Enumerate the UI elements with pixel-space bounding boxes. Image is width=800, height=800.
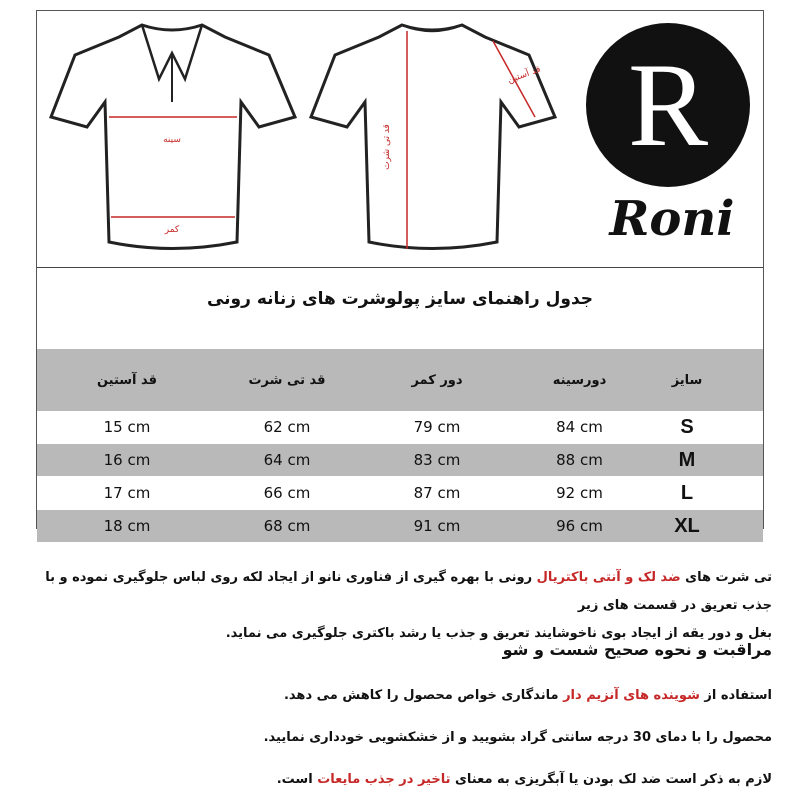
table-cell: 18 cm — [103, 517, 151, 535]
care-item-3: لازم به ذکر است ضد لک بودن یا آبگریزی به معنای تاخیر در جذب مایعات است. — [276, 772, 772, 787]
description-highlight: ضد لک و آنتی باکتریال — [536, 570, 681, 585]
size-cell: S — [680, 415, 694, 438]
care-item-1-highlight: شوینده های آنزیم دار — [563, 688, 700, 703]
table-cell: 84 cm — [556, 418, 603, 436]
size-cell: L — [680, 481, 694, 504]
table-cell: 15 cm — [103, 418, 151, 436]
table-cell: 96 cm — [556, 517, 603, 535]
shirt-length-label: قد تی شرت — [382, 124, 392, 170]
waist-label: کمر — [164, 225, 180, 235]
shirt-front-diagram — [47, 17, 297, 267]
description-line-2: بغل و دور یقه از ایجاد بوی ناخوشایند تعریق و جذب یا رشد باکتری جلوگیری می نماید. — [225, 626, 772, 641]
table-cell: 66 cm — [263, 484, 311, 502]
table-row — [37, 411, 763, 443]
table-cell: 62 cm — [263, 418, 311, 436]
size-cell: M — [678, 448, 696, 471]
header-shirt-length: قد تی شرت — [248, 372, 326, 388]
table-cell: 88 cm — [556, 451, 603, 469]
size-table — [37, 349, 763, 542]
size-cell: XL — [674, 514, 700, 537]
description-line-1: تی شرت های ضد لک و آنتی باکتریال رونی با بهره گیری از فناوری نانو از ایجاد لکه روی لباس جلوگیری نموده و با جذب تعریق در قسمت های زیر — [45, 570, 772, 613]
sleeve-length-label: قد آستین — [506, 64, 543, 86]
care-item-3-highlight: تاخیر در جذب مایعات — [317, 772, 451, 787]
header-size: سایز — [671, 372, 703, 388]
divider — [37, 267, 763, 268]
table-cell: 83 cm — [413, 451, 461, 469]
shirt-back-diagram — [307, 17, 557, 267]
header-waist: دور کمر — [411, 372, 463, 388]
table-cell: 79 cm — [413, 418, 461, 436]
table-row — [37, 510, 763, 542]
care-item-1: استفاده از شوینده های آنزیم دار ماندگاری خواص محصول را کاهش می دهد. — [283, 688, 772, 703]
chest-label: سینه — [163, 135, 181, 145]
logo-letter: R — [627, 38, 709, 171]
table-cell: 92 cm — [556, 484, 603, 502]
table-cell: 16 cm — [103, 451, 151, 469]
table-row — [37, 444, 763, 476]
table-cell: 87 cm — [413, 484, 461, 502]
brand-logo — [586, 23, 750, 187]
header-chest: دورسینه — [552, 372, 607, 388]
care-item-2: محصول را با دمای 30 درجه سانتی گراد بشویید و از خشکشویی خودداری نمایید. — [263, 730, 772, 745]
brand-name: Roni — [609, 191, 735, 247]
table-cell: 91 cm — [413, 517, 461, 535]
size-guide-frame — [36, 10, 764, 537]
table-cell: 17 cm — [103, 484, 151, 502]
diagram-area — [37, 11, 763, 267]
table-cell: 68 cm — [263, 517, 311, 535]
header-sleeve: قد آستین — [96, 372, 158, 388]
care-heading: مراقبت و نحوه صحیح شست و شو — [502, 640, 772, 659]
table-header-row — [37, 349, 763, 411]
table-title: جدول راهنمای سایز پولوشرت های زنانه رونی — [206, 289, 594, 309]
table-row — [37, 477, 763, 509]
table-cell: 64 cm — [263, 451, 311, 469]
